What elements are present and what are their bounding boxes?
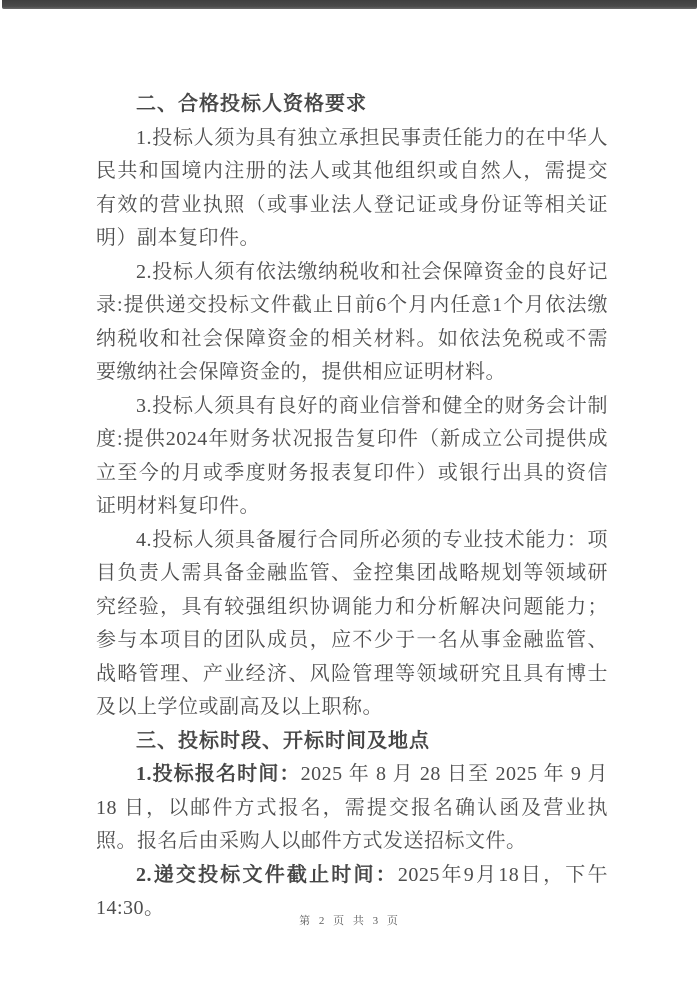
paragraph-bidder-requirement-3: 3.投标人须具有良好的商业信誉和健全的财务会计制度:提供2024年财务状况报告复印件（新成立公司提供成立至今的月或季度财务报表复印件）或银行出具的资信证明材料复印件。 bbox=[96, 394, 608, 517]
bid-submission-deadline-label: 2.递交投标文件截止时间： bbox=[136, 863, 398, 886]
paragraph-bidder-requirement-2: 2.投标人须有依法缴纳税收和社会保障资金的良好记录:提供递交投标文件截止日前6个月内任意1个月依法缴纳税收和社会保障资金的相关材料。如依法免税或不需要缴纳社会保障资金的，提供相应证明材料。 bbox=[96, 260, 608, 383]
section-heading-qualification-requirements: 二、合格投标人资格要求 bbox=[136, 93, 367, 115]
bid-submission-deadline-value: 2025年9月18日，下午14:30。 bbox=[96, 863, 609, 919]
paragraph-bidder-requirement-4: 4.投标人须具备履行合同所必须的专业技术能力：项目负责人需具备金融监管、金控集团战略规划等领域研究经验，具有较强组织协调能力和分析解决问题能力；参与本项目的团队成员，应不少于一名从事金融监管、战略管理、产业经济、风险管理等领域研究且具有博士及以上学位或副高及以上职称。 bbox=[96, 528, 608, 718]
scan-artifact-top-bar bbox=[2, 0, 697, 9]
bid-registration-time-label: 1.投标报名时间： bbox=[136, 763, 301, 785]
paragraph-bidder-requirement-1: 1.投标人须为具有独立承担民事责任能力的在中华人民共和国境内注册的法人或其他组织或自然人，需提交有效的营业执照（或事业法人登记证或身份证等相关证明）副本复印件。 bbox=[96, 126, 608, 249]
page-number-footer: 第 2 页 共 3 页 bbox=[299, 915, 401, 927]
section-heading-bid-schedule: 三、投标时段、开标时间及地点 bbox=[136, 729, 430, 752]
document-page-content bbox=[96, 88, 608, 926]
paragraph-bid-registration-time bbox=[96, 758, 608, 859]
bid-registration-time-value: 2025 年 8 月 28 日至 2025 年 9 月 18 日，以邮件方式报名，需提交报名确认函及营业执照。报名后由采购人以邮件方式发送招标文件。 bbox=[96, 763, 609, 852]
